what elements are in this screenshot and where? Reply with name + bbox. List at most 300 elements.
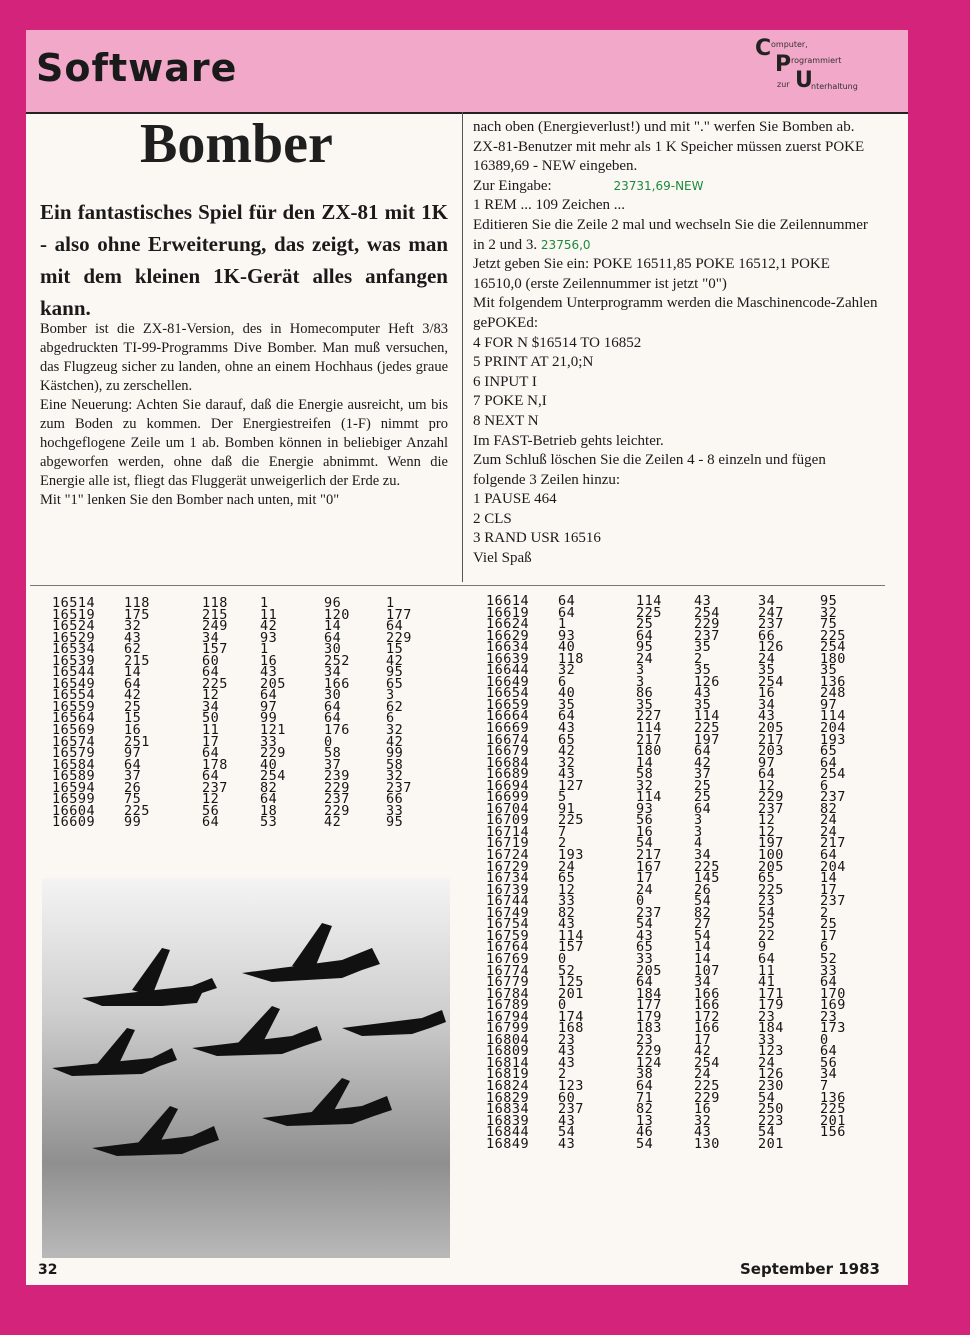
byte-cell: 93 bbox=[558, 627, 576, 644]
byte-cell: 64 bbox=[636, 627, 654, 644]
byte-cell: 239 bbox=[324, 768, 350, 785]
byte-cell: 6 bbox=[386, 710, 395, 727]
address-cell: 16799 bbox=[486, 1020, 530, 1037]
byte-cell: 65 bbox=[636, 939, 654, 956]
table-row bbox=[486, 731, 860, 748]
byte-cell: 97 bbox=[124, 745, 142, 762]
byte-cell: 35 bbox=[694, 639, 712, 656]
byte-cell: 95 bbox=[386, 664, 404, 681]
byte-cell: 237 bbox=[324, 791, 350, 808]
byte-cell: 179 bbox=[636, 1008, 662, 1025]
byte-cell: 64 bbox=[260, 687, 278, 704]
byte-cell: 33 bbox=[386, 802, 404, 819]
byte-cell: 17 bbox=[636, 870, 654, 887]
byte-cell: 71 bbox=[636, 1089, 654, 1106]
byte-cell: 42 bbox=[324, 814, 342, 831]
byte-cell: 171 bbox=[758, 985, 784, 1002]
logo-line-1: omputer, bbox=[771, 40, 808, 49]
magenta-frame-right bbox=[908, 0, 970, 1335]
byte-cell: 229 bbox=[386, 629, 412, 646]
table-row bbox=[486, 593, 860, 609]
byte-cell: 254 bbox=[820, 766, 846, 783]
byte-cell: 237 bbox=[758, 800, 784, 817]
table-row bbox=[486, 650, 860, 667]
table-row bbox=[486, 1124, 860, 1141]
byte-cell: 3 bbox=[386, 687, 395, 704]
byte-cell: 225 bbox=[694, 720, 720, 737]
byte-cell: 2 bbox=[820, 904, 829, 921]
table-row bbox=[486, 1077, 860, 1094]
byte-cell: 17 bbox=[694, 1031, 712, 1048]
byte-cell: 35 bbox=[694, 662, 712, 679]
byte-cell: 50 bbox=[202, 710, 220, 727]
byte-cell: 35 bbox=[694, 696, 712, 713]
byte-cell: 25 bbox=[694, 777, 712, 794]
byte-cell: 82 bbox=[694, 904, 712, 921]
body-paragraph-3: Mit "1" lenken Sie den Bomber nach unten, mit "0" bbox=[40, 492, 340, 508]
table-row bbox=[486, 997, 860, 1014]
address-cell: 16849 bbox=[486, 1135, 530, 1152]
table-row bbox=[486, 1066, 860, 1083]
byte-cell: 34 bbox=[820, 1066, 838, 1083]
table-row bbox=[486, 1112, 860, 1129]
byte-cell: 33 bbox=[758, 1031, 776, 1048]
byte-cell: 237 bbox=[820, 789, 846, 806]
byte-cell: 64 bbox=[558, 708, 576, 725]
address-cell: 16774 bbox=[486, 962, 530, 979]
byte-cell: 43 bbox=[260, 664, 278, 681]
byte-cell: 123 bbox=[558, 1077, 584, 1094]
byte-cell: 66 bbox=[758, 627, 776, 644]
byte-cell: 2 bbox=[558, 1066, 567, 1083]
byte-cell: 64 bbox=[636, 974, 654, 991]
byte-cell: 229 bbox=[324, 779, 350, 796]
byte-cell: 2 bbox=[694, 650, 703, 667]
byte-cell: 254 bbox=[260, 768, 286, 785]
table-row bbox=[486, 1020, 860, 1037]
cpu-logo bbox=[755, 36, 885, 96]
byte-cell: 176 bbox=[324, 722, 350, 739]
byte-cell: 23 bbox=[558, 1031, 576, 1048]
byte-cell: 64 bbox=[202, 664, 220, 681]
byte-cell: 82 bbox=[820, 800, 838, 817]
byte-cell: 114 bbox=[820, 708, 846, 725]
byte-cell: 123 bbox=[758, 1043, 784, 1060]
byte-cell: 32 bbox=[820, 604, 838, 621]
byte-cell: 23 bbox=[758, 893, 776, 910]
address-cell: 16784 bbox=[486, 985, 530, 1002]
byte-cell: 177 bbox=[636, 997, 662, 1014]
byte-cell: 64 bbox=[820, 1043, 838, 1060]
byte-cell: 114 bbox=[558, 927, 584, 944]
byte-cell: 204 bbox=[820, 858, 846, 875]
byte-cell: 14 bbox=[124, 664, 142, 681]
byte-cell: 64 bbox=[820, 974, 838, 991]
byte-cell: 166 bbox=[694, 997, 720, 1014]
byte-cell: 37 bbox=[694, 766, 712, 783]
address-cell: 16659 bbox=[486, 696, 530, 713]
address-cell: 16524 bbox=[52, 618, 96, 635]
byte-cell: 64 bbox=[202, 745, 220, 762]
address-cell: 16719 bbox=[486, 835, 530, 852]
byte-cell: 166 bbox=[324, 675, 350, 692]
byte-cell: 136 bbox=[820, 673, 846, 690]
byte-cell: 23 bbox=[758, 1008, 776, 1025]
table-row bbox=[486, 673, 860, 690]
byte-cell: 126 bbox=[694, 673, 720, 690]
byte-cell: 30 bbox=[324, 641, 342, 658]
address-cell: 16819 bbox=[486, 1066, 530, 1083]
byte-cell: 41 bbox=[758, 974, 776, 991]
address-cell: 16554 bbox=[52, 687, 96, 704]
byte-cell: 254 bbox=[758, 673, 784, 690]
table-row bbox=[486, 777, 860, 794]
byte-cell: 64 bbox=[694, 743, 712, 760]
byte-cell: 54 bbox=[558, 1124, 576, 1141]
byte-cell: 1 bbox=[260, 641, 269, 658]
byte-cell: 43 bbox=[558, 1054, 576, 1071]
address-cell: 16779 bbox=[486, 974, 530, 991]
byte-cell: 34 bbox=[694, 974, 712, 991]
byte-cell: 22 bbox=[758, 927, 776, 944]
byte-cell: 0 bbox=[820, 1031, 829, 1048]
byte-cell: 53 bbox=[260, 814, 278, 831]
byte-cell: 229 bbox=[260, 745, 286, 762]
byte-cell: 16 bbox=[636, 823, 654, 840]
logo-line-2: rogrammiert bbox=[791, 56, 842, 65]
table-row bbox=[52, 779, 426, 796]
byte-cell: 225 bbox=[820, 1101, 846, 1118]
table-row bbox=[486, 881, 860, 898]
byte-cell: 197 bbox=[758, 835, 784, 852]
byte-cell: 64 bbox=[636, 1077, 654, 1094]
article-title: Bomber bbox=[140, 113, 333, 175]
byte-cell: 64 bbox=[260, 791, 278, 808]
byte-cell: 33 bbox=[558, 893, 576, 910]
byte-cell: 93 bbox=[636, 800, 654, 817]
byte-cell: 217 bbox=[820, 835, 846, 852]
byte-cell: 93 bbox=[260, 629, 278, 646]
byte-cell: 0 bbox=[636, 893, 645, 910]
address-cell: 16664 bbox=[486, 708, 530, 725]
byte-cell: 9 bbox=[758, 939, 767, 956]
table-row bbox=[486, 1135, 860, 1152]
table-row bbox=[486, 604, 860, 621]
byte-cell: 62 bbox=[124, 641, 142, 658]
table-row bbox=[486, 743, 860, 760]
byte-cell: 56 bbox=[636, 812, 654, 829]
table-row bbox=[486, 720, 860, 737]
byte-cell: 95 bbox=[386, 814, 404, 831]
byte-cell: 167 bbox=[636, 858, 662, 875]
table-row bbox=[486, 696, 860, 713]
byte-cell: 177 bbox=[386, 606, 412, 623]
byte-cell: 58 bbox=[636, 766, 654, 783]
byte-cell: 65 bbox=[558, 870, 576, 887]
byte-cell: 32 bbox=[386, 722, 404, 739]
byte-cell: 15 bbox=[386, 641, 404, 658]
byte-cell: 24 bbox=[694, 1066, 712, 1083]
byte-cell: 34 bbox=[694, 847, 712, 864]
byte-cell: 64 bbox=[558, 593, 576, 609]
table-row bbox=[52, 745, 426, 762]
byte-cell: 157 bbox=[202, 641, 228, 658]
byte-cell: 34 bbox=[758, 696, 776, 713]
byte-cell: 40 bbox=[558, 639, 576, 656]
address-cell: 16724 bbox=[486, 847, 530, 864]
byte-cell: 3 bbox=[694, 823, 703, 840]
byte-cell: 3 bbox=[636, 662, 645, 679]
table-row bbox=[486, 685, 860, 702]
byte-cell: 54 bbox=[636, 835, 654, 852]
byte-cell: 27 bbox=[694, 916, 712, 933]
byte-cell: 126 bbox=[758, 1066, 784, 1083]
body-right-4: Editieren Sie die Zeile 2 mal und wechseln Sie die Zeilennummer in 2 und 3. bbox=[473, 216, 868, 253]
byte-cell: 64 bbox=[758, 950, 776, 967]
byte-cell: 229 bbox=[694, 1089, 720, 1106]
byte-cell: 52 bbox=[558, 962, 576, 979]
section-divider bbox=[30, 585, 885, 586]
byte-cell: 42 bbox=[694, 1043, 712, 1060]
byte-cell: 169 bbox=[820, 997, 846, 1014]
byte-cell: 180 bbox=[636, 743, 662, 760]
byte-cell: 16 bbox=[694, 1101, 712, 1118]
byte-cell: 64 bbox=[386, 618, 404, 635]
byte-cell: 229 bbox=[758, 789, 784, 806]
table-row bbox=[486, 662, 860, 679]
table-row bbox=[486, 927, 860, 944]
byte-cell: 35 bbox=[636, 696, 654, 713]
address-cell: 16729 bbox=[486, 858, 530, 875]
byte-cell: 225 bbox=[558, 812, 584, 829]
body-right-8: Zum Schluß löschen Sie die Zeilen 4 - 8 einzeln und fügen folgende 3 Zeilen hinzu: bbox=[473, 452, 826, 488]
byte-cell: 174 bbox=[558, 1008, 584, 1025]
byte-cell: 65 bbox=[820, 743, 838, 760]
address-cell: 16644 bbox=[486, 662, 530, 679]
address-cell: 16804 bbox=[486, 1031, 530, 1048]
byte-cell: 42 bbox=[386, 652, 404, 669]
body-paragraph-1: Bomber ist die ZX-81-Version, des in Homecomputer Heft 3/83 abgedruckten TI-99-Programms Dive Bomber. Man muß versuchen, das Flugzeug sicher zu landen, ohne an einem Hochhaus (jedes graue Kästchen), zu zerschellen. bbox=[40, 321, 448, 394]
address-cell: 16844 bbox=[486, 1124, 530, 1141]
address-cell: 16619 bbox=[486, 604, 530, 621]
code-line-4: 7 POKE N,I bbox=[473, 393, 547, 410]
table-row bbox=[52, 618, 426, 635]
address-cell: 16654 bbox=[486, 685, 530, 702]
byte-cell: 65 bbox=[386, 675, 404, 692]
byte-cell: 97 bbox=[260, 698, 278, 715]
byte-cell: 118 bbox=[202, 595, 228, 611]
byte-cell: 64 bbox=[202, 768, 220, 785]
byte-cell: 1 bbox=[260, 595, 269, 611]
issue-date: September 1983 bbox=[740, 1260, 880, 1278]
byte-cell: 99 bbox=[124, 814, 142, 831]
table-row bbox=[486, 1089, 860, 1106]
table-row bbox=[486, 1101, 860, 1118]
address-cell: 16704 bbox=[486, 800, 530, 817]
address-cell: 16749 bbox=[486, 904, 530, 921]
byte-cell: 121 bbox=[260, 722, 286, 739]
byte-cell: 180 bbox=[820, 650, 846, 667]
magenta-frame-bottom bbox=[0, 1285, 970, 1335]
byte-cell: 118 bbox=[124, 595, 150, 611]
address-cell: 16839 bbox=[486, 1112, 530, 1129]
byte-cell: 120 bbox=[324, 606, 350, 623]
byte-cell: 64 bbox=[324, 710, 342, 727]
byte-cell: 175 bbox=[124, 606, 150, 623]
byte-cell: 40 bbox=[260, 756, 278, 773]
section-title: Software bbox=[36, 46, 238, 90]
address-cell: 16624 bbox=[486, 616, 530, 633]
byte-cell: 25 bbox=[694, 789, 712, 806]
byte-cell: 32 bbox=[558, 662, 576, 679]
address-cell: 16679 bbox=[486, 743, 530, 760]
byte-cell: 18 bbox=[260, 802, 278, 819]
byte-cell: 64 bbox=[820, 847, 838, 864]
byte-cell: 168 bbox=[558, 1020, 584, 1037]
byte-cell: 205 bbox=[758, 720, 784, 737]
address-cell: 16634 bbox=[486, 639, 530, 656]
table-row bbox=[52, 698, 426, 715]
byte-cell: 33 bbox=[260, 733, 278, 750]
byte-cell: 237 bbox=[694, 627, 720, 644]
article-body-right bbox=[473, 118, 881, 569]
address-cell: 16714 bbox=[486, 823, 530, 840]
handwritten-note-1: 23731,69-NEW bbox=[613, 178, 704, 193]
table-row bbox=[486, 974, 860, 991]
byte-cell: 32 bbox=[558, 754, 576, 771]
table-row bbox=[52, 675, 426, 692]
table-row bbox=[486, 812, 860, 829]
byte-cell: 43 bbox=[558, 1043, 576, 1060]
byte-cell: 64 bbox=[124, 675, 142, 692]
body-right-7: Im FAST-Betrieb gehts leichter. bbox=[473, 432, 664, 449]
byte-cell: 34 bbox=[202, 698, 220, 715]
byte-cell: 26 bbox=[124, 779, 142, 796]
byte-cell: 184 bbox=[636, 985, 662, 1002]
byte-cell: 7 bbox=[558, 823, 567, 840]
byte-cell: 43 bbox=[558, 1135, 576, 1152]
body-right-1: nach oben (Energieverlust!) und mit "." werfen Sie Bomben ab. ZX-81-Benutzer mit mehr als 1 K Speicher müssen zuerst POKE 16389,69 - NEW eingeben. bbox=[473, 119, 865, 175]
byte-cell: 64 bbox=[694, 800, 712, 817]
address-cell: 16539 bbox=[52, 652, 96, 669]
body-right-5: Jetzt geben Sie ein: POKE 16511,85 POKE 16512,1 POKE 16510,0 (erste Zeilennummer ist jetzt "0") bbox=[473, 256, 830, 292]
table-row bbox=[486, 835, 860, 852]
address-cell: 16639 bbox=[486, 650, 530, 667]
byte-cell: 56 bbox=[202, 802, 220, 819]
hex-table-right bbox=[486, 593, 860, 1152]
body-right-6: Mit folgendem Unterprogramm werden die Maschinencode-Zahlen gePOKEd: bbox=[473, 295, 878, 331]
table-row bbox=[52, 802, 426, 819]
table-row bbox=[52, 768, 426, 785]
byte-cell: 251 bbox=[124, 733, 150, 750]
byte-cell: 17 bbox=[202, 733, 220, 750]
address-cell: 16579 bbox=[52, 745, 96, 762]
jets-photo bbox=[42, 878, 450, 1258]
byte-cell: 193 bbox=[820, 731, 846, 748]
byte-cell: 42 bbox=[694, 754, 712, 771]
byte-cell: 25 bbox=[820, 916, 838, 933]
byte-cell: 201 bbox=[758, 1135, 784, 1152]
table-row bbox=[486, 985, 860, 1002]
address-cell: 16589 bbox=[52, 768, 96, 785]
code-line-3: 6 INPUT I bbox=[473, 373, 537, 390]
table-row bbox=[486, 858, 860, 875]
byte-cell: 86 bbox=[636, 685, 654, 702]
byte-cell: 130 bbox=[694, 1135, 720, 1152]
table-row bbox=[486, 904, 860, 921]
article-intro: Ein fantastisches Spiel für den ZX-81 mit 1K - also ohne Erweiterung, das zeigt, was man mit dem kleinen 1K-Gerät alles anfangen kann. bbox=[40, 200, 448, 320]
table-row bbox=[52, 733, 426, 750]
byte-cell: 30 bbox=[324, 687, 342, 704]
address-cell: 16599 bbox=[52, 791, 96, 808]
byte-cell: 58 bbox=[324, 745, 342, 762]
byte-cell: 170 bbox=[820, 985, 846, 1002]
byte-cell: 178 bbox=[202, 756, 228, 773]
jets-illustration bbox=[42, 878, 450, 1258]
byte-cell: 12 bbox=[758, 777, 776, 794]
address-cell: 16739 bbox=[486, 881, 530, 898]
byte-cell: 225 bbox=[694, 858, 720, 875]
body-right-9: Viel Spaß bbox=[473, 550, 532, 567]
byte-cell: 2 bbox=[558, 835, 567, 852]
byte-cell: 201 bbox=[558, 985, 584, 1002]
byte-cell: 99 bbox=[386, 745, 404, 762]
page-number: 32 bbox=[38, 1262, 58, 1278]
byte-cell: 32 bbox=[694, 1112, 712, 1129]
byte-cell: 35 bbox=[758, 662, 776, 679]
table-row bbox=[486, 754, 860, 771]
byte-cell: 11 bbox=[758, 962, 776, 979]
byte-cell: 193 bbox=[558, 847, 584, 864]
logo-line-3: zur bbox=[777, 80, 790, 89]
byte-cell: 12 bbox=[758, 823, 776, 840]
table-row bbox=[52, 641, 426, 658]
address-cell: 16574 bbox=[52, 733, 96, 750]
byte-cell: 16 bbox=[758, 685, 776, 702]
byte-cell: 237 bbox=[202, 779, 228, 796]
hex-table-left bbox=[52, 595, 426, 831]
byte-cell: 217 bbox=[636, 731, 662, 748]
byte-cell: 14 bbox=[694, 950, 712, 967]
byte-cell: 82 bbox=[260, 779, 278, 796]
byte-cell: 17 bbox=[820, 881, 838, 898]
byte-cell: 1 bbox=[558, 616, 567, 633]
byte-cell: 24 bbox=[636, 650, 654, 667]
byte-cell: 96 bbox=[324, 595, 342, 611]
address-cell: 16609 bbox=[52, 814, 96, 831]
byte-cell: 100 bbox=[758, 847, 784, 864]
byte-cell: 16 bbox=[124, 722, 142, 739]
address-cell: 16829 bbox=[486, 1089, 530, 1106]
table-row bbox=[486, 950, 860, 967]
address-cell: 16514 bbox=[52, 595, 96, 611]
byte-cell: 237 bbox=[636, 904, 662, 921]
byte-cell: 17 bbox=[820, 927, 838, 944]
byte-cell: 118 bbox=[558, 650, 584, 667]
table-row bbox=[486, 1008, 860, 1025]
byte-cell: 225 bbox=[758, 881, 784, 898]
code2-line-2: 2 CLS bbox=[473, 510, 512, 527]
table-row bbox=[52, 652, 426, 669]
byte-cell: 6 bbox=[820, 939, 829, 956]
byte-cell: 229 bbox=[636, 1043, 662, 1060]
byte-cell: 35 bbox=[558, 696, 576, 713]
byte-cell: 43 bbox=[694, 685, 712, 702]
body-paragraph-2: Eine Neuerung: Achten Sie darauf, daß die Energie ausreicht, um bis zum Boden zu kommen. Der Energiestreifen (1-F) nimmt pro hochgeflogene Zeile um 1 ab. Bomben können in beliebiger Anzahl abgeworfen werden, ohne daß die Energie abnimmt. Wenn die Energie alle ist, fliegt das Fluggerät unweigerlich der Erde zu. bbox=[40, 397, 448, 489]
byte-cell: 32 bbox=[636, 777, 654, 794]
byte-cell: 66 bbox=[386, 791, 404, 808]
byte-cell: 64 bbox=[558, 604, 576, 621]
